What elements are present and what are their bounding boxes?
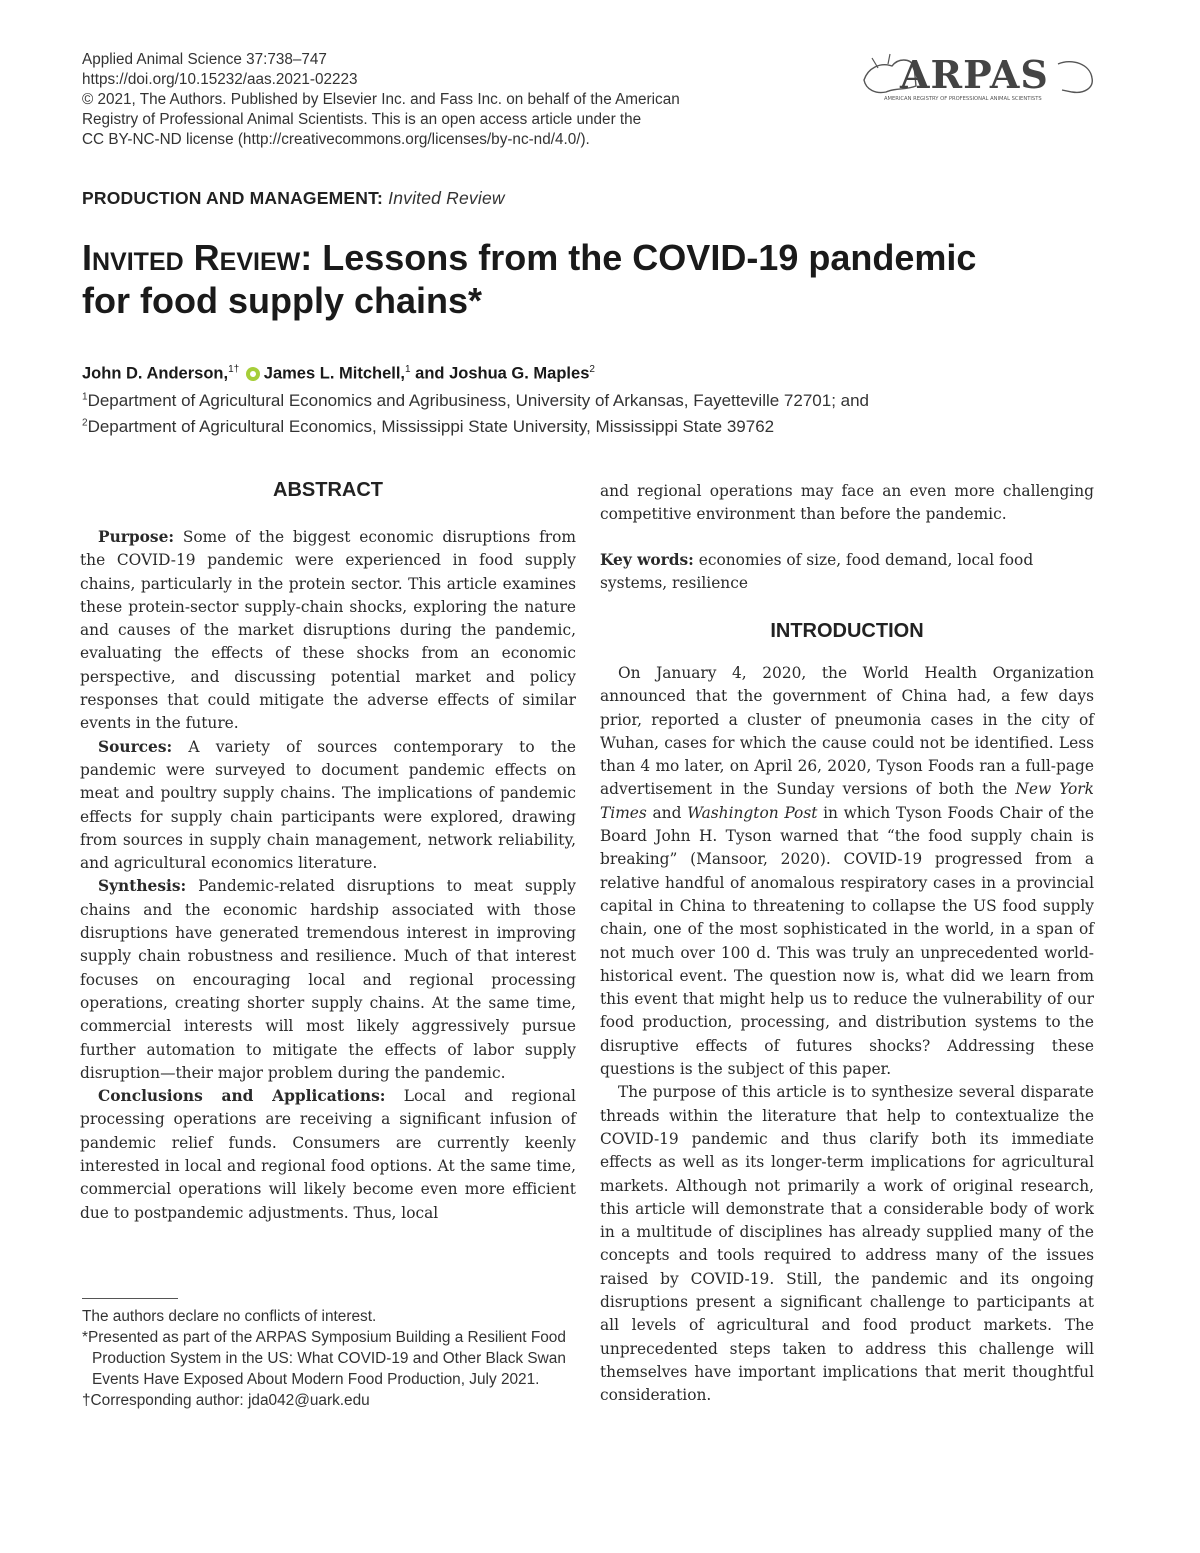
- hog-outline-icon: [1058, 62, 1092, 93]
- section-label: [82, 188, 505, 209]
- introduction-body: [600, 662, 1094, 1408]
- intro-paragraph-2: The purpose of this article is to synthesize several disparate threads within the literature that help to contextualize the COVID-19 pandemic and thus clarify both its immediate effects as well as its longer-term implications for agricultural markets. Although not primarily a work of original research, this article will demonstrate that a considerable body of work in a multitude of disciplines has already supplied many of the concepts and tools required to address many of the issues raised by COVID-19. Still, the pandemic and its ongoing disruptions present a significant challenge to participants at all levels of agricultural and food product markets. The unprecedented steps taken to address this challenge will themselves have important implications that merit thoughtful consideration.: [600, 1083, 1094, 1405]
- title-line2: for food supply chains*: [82, 280, 483, 321]
- keywords-block: [600, 549, 1094, 596]
- section-category: PRODUCTION AND MANAGEMENT:: [82, 188, 384, 208]
- abstract-synthesis: [80, 875, 576, 1085]
- abstract-heading: ABSTRACT: [273, 479, 383, 501]
- article-title: [82, 236, 1122, 322]
- license-line[interactable]: CC BY-NC-ND license (http://creativecommons.org/licenses/by-nc-nd/4.0/).: [82, 131, 590, 148]
- affiliation-2-text: Department of Agricultural Economics, Mississippi State University, Mississippi State 39762: [87, 417, 775, 436]
- logo-subtext: AMERICAN REGISTRY OF PROFESSIONAL ANIMAL SCIENTISTS: [884, 96, 1042, 102]
- author-list: [82, 364, 595, 384]
- keywords-text: economies of size, food demand, local food systems, resilience: [600, 551, 1034, 593]
- sources-label: Sources:: [98, 737, 173, 756]
- footnotes: [82, 1306, 582, 1411]
- author-anderson[interactable]: John D. Anderson,: [82, 364, 229, 383]
- abstract-sources: [80, 736, 576, 876]
- intro-p1-part-b: in which Tyson Foods Chair of the Board John H. Tyson warned that “the food supply chain is breaking” (Mansoor, 2020). COVID-19 progressed from a relative handful of anomalous respiratory cases in a provincial capital in China to threatening to collapse the US food supply chain, one of the most sophisticated in the world, in a span of not much over 100 d. This was truly an unprecedented world-historical event. The question now is, what did we learn from this event that might help us to reduce the vulnerability of our food production, processing, and distribution systems to the disruptive effects of futures shocks? Addressing these questions is the subject of this paper.: [600, 803, 1094, 1079]
- purpose-label: Purpose:: [98, 528, 175, 546]
- orcid-icon[interactable]: [246, 367, 260, 381]
- affiliation-2: [82, 417, 774, 437]
- synthesis-label: Synthesis:: [98, 877, 187, 896]
- abstract-conclusions: [80, 1085, 576, 1225]
- arpas-logo: [858, 50, 1098, 104]
- footnote-divider: [82, 1298, 178, 1299]
- intro-nyt: New York Times: [600, 780, 1094, 822]
- affiliation-2-sup: 2: [82, 417, 88, 429]
- copyright-line-1: © 2021, The Authors. Published by Elsevier Inc. and Fass Inc. on behalf of the American: [82, 91, 680, 108]
- purpose-text: Some of the biggest economic disruptions from the COVID-19 pandemic were experienced in food supply chains, particularly in the protein sector. This article examines these protein-sector supply-chain shocks, exploring the nature and causes of the market disruptions during the pandemic, evaluating the effects of these shocks from an economic perspective, and discussing potential market and policy responses that could mitigate the adverse effects of similar events in the future.: [80, 528, 576, 733]
- conclusions-continued: and regional operations may face an even more challenging competitive environment than before the pandemic.: [600, 482, 1094, 524]
- article-header-meta: [82, 50, 802, 150]
- sources-text: A variety of sources contemporary to the pandemic were surveyed to document pandemic effects on meat and poultry supply chains. The implications of pandemic effects for supply chain participants were explored, drawing from sources in supply chain management, network reliability, and agricultural economics literature.: [80, 737, 576, 873]
- title-line1: Lessons from the COVID-19 pandemic: [322, 237, 977, 278]
- copyright-line-2: Registry of Professional Animal Scientists. This is an open access article under the: [82, 111, 642, 128]
- abstract-purpose: [80, 526, 576, 736]
- journal-citation: Applied Animal Science 37:738–747: [82, 51, 327, 68]
- title-prefix: Invited Review:: [82, 237, 313, 278]
- author-anderson-sup: 1†: [228, 364, 240, 375]
- intro-wapo: Washington Post: [687, 803, 818, 822]
- synthesis-text: Pandemic-related disruptions to meat supply chains and the economic hardship associated with those disruptions have generated tremendous interest in improving supply chain robustness and resilience. Much of that interest focuses on encouraging local and regional processing operations, creating shorter supply chains. At the same time, commercial interests will most likely aggressively pursue further automation to mitigate the effects of labor supply disruption—their major problem during the pandemic.: [80, 877, 576, 1082]
- conclusions-label: Conclusions and Applications:: [98, 1087, 386, 1106]
- footnote-corresponding[interactable]: †Corresponding author: jda042@uark.edu: [82, 1392, 370, 1409]
- conclusions-text: Local and regional processing operations are receiving a significant infusion of pandemic relief funds. Consumers are currently keenly interested in local and regional food options. At the same time, commercial operations will likely become even more efficient due to postpandemic adjustments. Thus, local: [80, 1087, 576, 1222]
- abstract-body: [80, 526, 576, 1225]
- author-mitchell[interactable]: James L. Mitchell,: [263, 364, 405, 383]
- keywords-label: Key words:: [600, 551, 694, 569]
- introduction-heading: INTRODUCTION: [770, 620, 924, 642]
- affiliation-1: [82, 391, 869, 411]
- abstract-continuation: [600, 480, 1094, 527]
- section-type: Invited Review: [388, 188, 505, 208]
- author-mitchell-sup: 1: [405, 364, 411, 375]
- doi-link[interactable]: https://doi.org/10.15232/aas.2021-02223: [82, 71, 358, 88]
- footnote-presented: *Presented as part of the ARPAS Symposium Building a Resilient Food Production System in the US: What COVID-19 and Other Black Swan Events Have Exposed About Modern Food Production, July 2021.: [82, 1329, 566, 1388]
- affiliation-1-sup: 1: [82, 391, 88, 403]
- intro-and: and: [652, 803, 682, 822]
- intro-p1-part-a: On January 4, 2020, the World Health Organization announced that the government of China had, a few days prior, reported a cluster of pneumonia cases in the city of Wuhan, cases for which the cause could not be identified. Less than 4 mo later, on April 26, 2020, Tyson Foods ran a full-page advertisement in the Sunday versions of both the: [600, 664, 1094, 799]
- affiliation-1-text: Department of Agricultural Economics and Agribusiness, University of Arkansas, Fayetteville 72701; and: [87, 391, 870, 410]
- intro-paragraph-1: [600, 662, 1094, 1081]
- author-maples-sup: 2: [589, 364, 595, 375]
- logo-wordmark: ARPAS: [900, 52, 1049, 97]
- author-maples[interactable]: and Joshua G. Maples: [415, 364, 590, 383]
- footnote-conflict: The authors declare no conflicts of interest.: [82, 1308, 377, 1325]
